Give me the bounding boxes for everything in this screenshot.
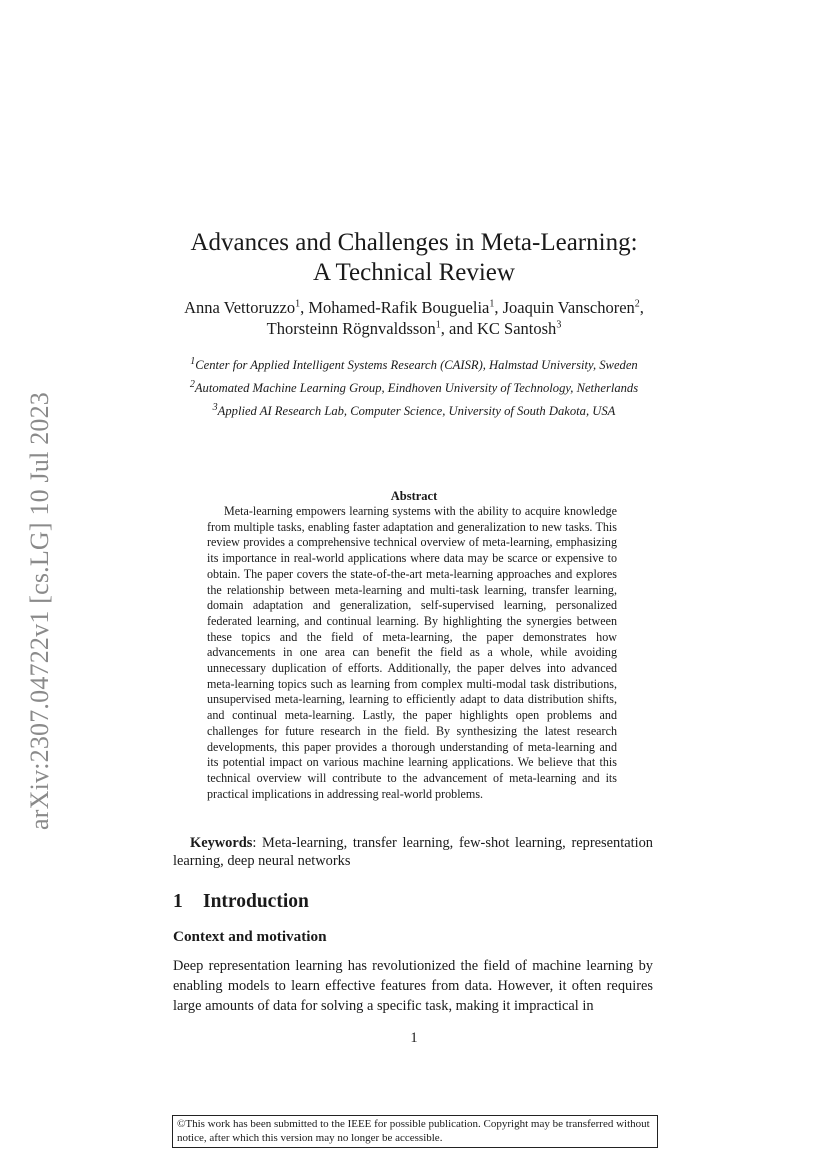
abstract-body: Meta-learning empowers learning systems with the ability to acquire knowledge from multiple tasks, enabling faster adaptation and generalization to new tasks. This review provides a comprehensive technical overview of meta-learning, emphasizing its importance in real-world applications where data may be scarce or expensive to obtain. The paper covers the state-of-the-art meta-learning approaches and explores the relationship between meta-learning and multi-task learning, transfer learning, domain adaptation and generalization, self-supervised learning, personalized federated learning, and continual learning. By highlighting the synergies between these topics and the field of meta-learning, the paper demonstrates how advancements in one area can benefit the field as a whole, while avoiding unnecessary duplication of efforts. Additionally, the paper delves into advanced meta-learning topics such as learning from complex multi-modal task distributions, unsupervised meta-learning, learning to efficiently adapt to data distribution shifts, and continual meta-learning. Lastly, the paper highlights open problems and challenges for future research in the field. By synthesizing the latest research developments, this paper provides a thorough understanding of meta-learning and its potential impact on various machine learning applications. We believe that this technical overview will contribute to the advancement of meta-learning and its practical implications in addressing real-world problems.	[207, 504, 617, 801]
paper-title-line-2: A Technical Review	[313, 259, 515, 286]
affiliation-2	[150, 380, 678, 396]
intro-paragraph: Deep representation learning has revolutionized the field of machine learning by enabling models to learn effective features from data. However, it often requires large amounts of data for solving a specific task, making it impractical in	[173, 958, 653, 1014]
author-list: Anna Vettoruzzo$^1$, Mohamed-Rafik Bouguelia$^1$, Joaquin Vanschoren$^2$, Thorsteinn Rögnvaldsson$^1$, and KC Santosh$^3$	[184, 298, 644, 338]
author-affiliation-mark: 1	[295, 298, 301, 310]
arxiv-stamp	[20, 372, 60, 850]
affiliation-3	[150, 403, 678, 419]
author-name: Joaquin Vanschoren	[502, 298, 635, 317]
keywords	[173, 834, 653, 870]
arxiv-stamp-text: arXiv:2307.04722v1 [cs.LG] 10 Jul 2023	[25, 392, 54, 830]
subsection-heading: Context and motivation	[173, 928, 327, 945]
paper-title-line-1: Advances and Challenges in Meta-Learning:	[190, 229, 638, 256]
affiliation-mark: 1	[190, 355, 196, 367]
keywords-text: : Meta-learning, transfer learning, few-shot learning, representation learning, deep neural networks	[173, 835, 653, 869]
affiliation-mark: 3	[212, 401, 218, 413]
affiliation-mark: 2	[189, 378, 195, 390]
abstract-heading: Abstract	[390, 489, 438, 503]
author-affiliation-mark: 1	[489, 298, 495, 310]
copyright-notice: ©This work has been submitted to the IEEE for possible publication. Copyright may be transferred without notice, after which this version may no longer be accessible.	[172, 1115, 658, 1148]
author-name: Anna Vettoruzzo	[184, 298, 296, 317]
author-affiliation-mark: 2	[634, 298, 640, 310]
affiliation-text: Applied AI Research Lab, Computer Science, University of South Dakota, USA	[217, 404, 616, 418]
affiliation-text: Automated Machine Learning Group, Eindhoven University of Technology, Netherlands	[194, 381, 639, 395]
author-affiliation-mark: 3	[556, 319, 562, 331]
affiliation-1	[150, 357, 678, 373]
page-number: 1	[410, 1030, 418, 1046]
section-heading	[173, 891, 309, 913]
author-name: Mohamed-Rafik Bouguelia	[308, 298, 490, 317]
author-affiliation-mark: 1	[435, 319, 441, 331]
section-number: 1	[173, 891, 183, 912]
section-title: Introduction	[203, 891, 309, 912]
author-name: KC Santosh	[477, 319, 557, 338]
author-name: Thorsteinn Rögnvaldsson	[266, 319, 436, 338]
keywords-label: Keywords	[190, 835, 253, 851]
affiliation-text: Center for Applied Intelligent Systems Research (CAISR), Halmstad University, Sweden	[195, 358, 638, 372]
